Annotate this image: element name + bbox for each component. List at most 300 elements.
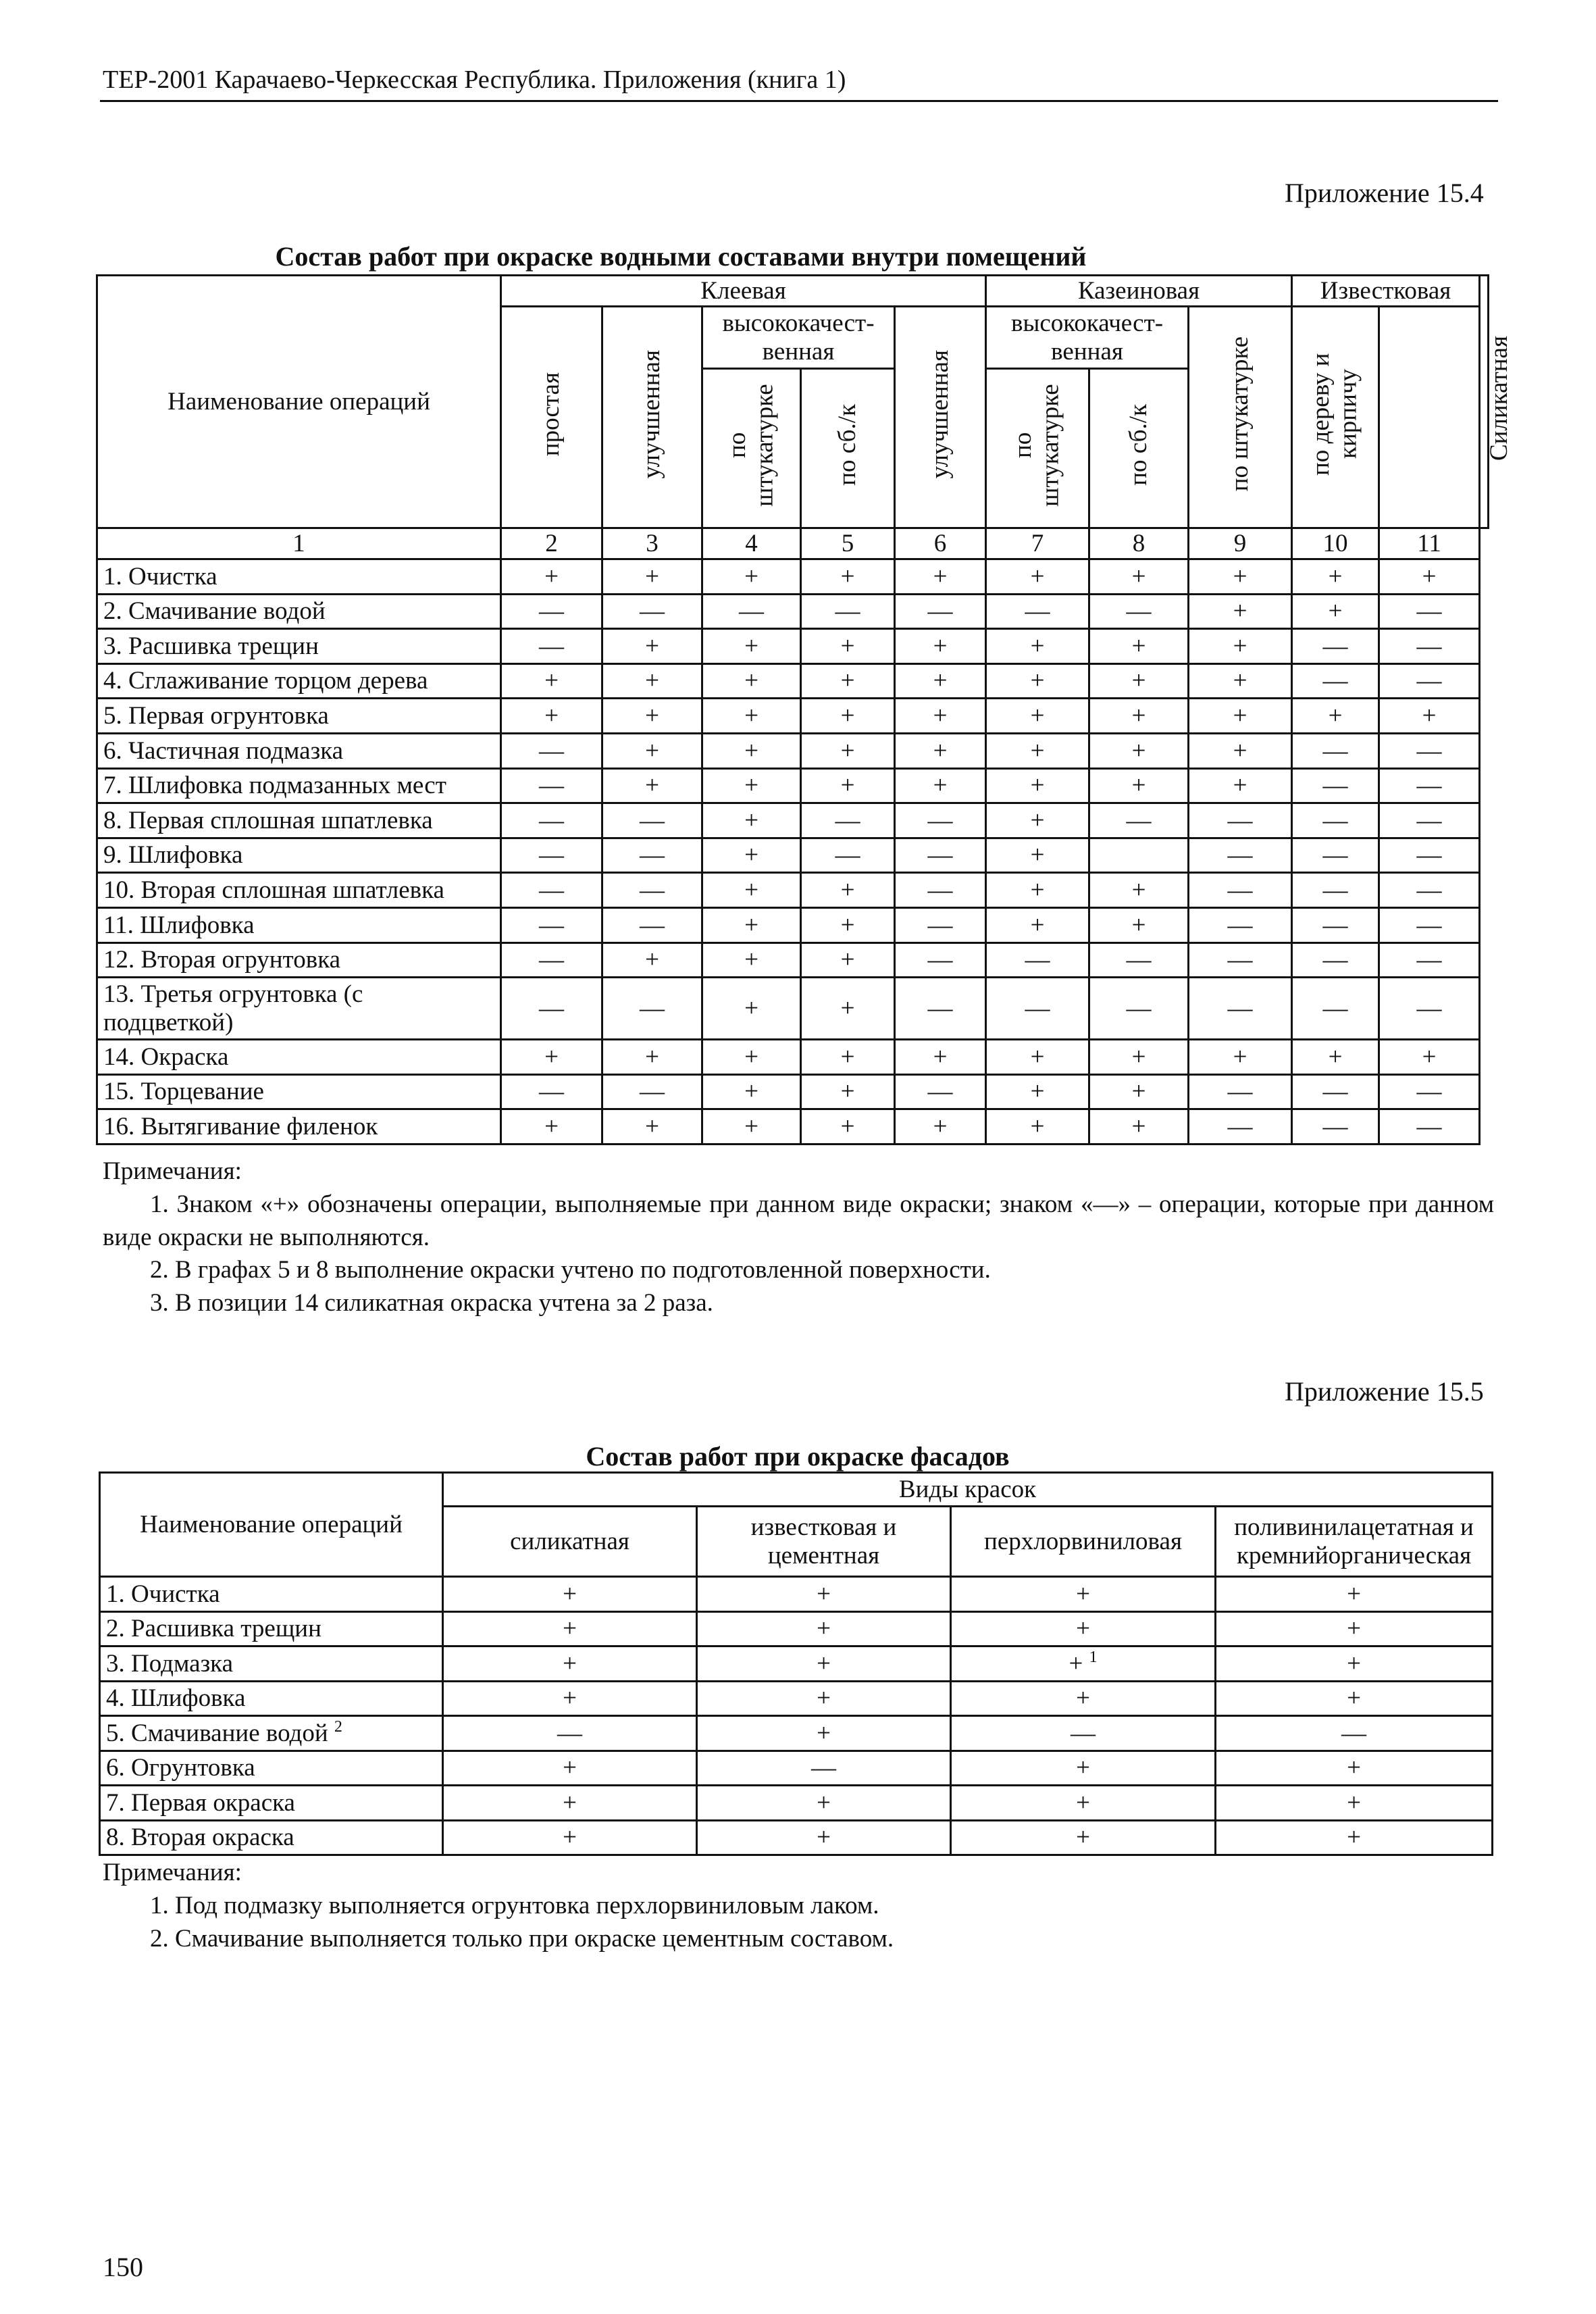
mark-cell: + xyxy=(702,1074,801,1109)
mark-cell: + xyxy=(1189,733,1292,768)
mark-cell: — xyxy=(986,978,1089,1040)
mark-cell: + xyxy=(702,1109,801,1145)
mark-value: + xyxy=(1076,1684,1090,1713)
mark-cell: — xyxy=(1379,838,1480,873)
mark-cell: + xyxy=(501,559,602,595)
mark-cell: — xyxy=(501,1074,602,1109)
mark-cell: — xyxy=(1379,803,1480,838)
page-number: 150 xyxy=(103,2252,143,2282)
note-1: 1. Под подмазку выполняется огрунтовка перхлорвиниловым лаком. xyxy=(150,1891,879,1919)
mark-cell: — xyxy=(1089,942,1189,978)
label-silikatnaya: Силикатная xyxy=(1485,336,1514,461)
mark-cell xyxy=(951,1681,1216,1716)
mark-value: — xyxy=(557,1719,582,1747)
mark-value: + xyxy=(563,1684,577,1713)
table-title: Состав работ при окраске фасадов xyxy=(586,1441,1010,1472)
mark-value: + xyxy=(817,1615,831,1643)
mark-value: + xyxy=(817,1649,831,1678)
mark-cell: + xyxy=(501,1040,602,1075)
mark-cell: — xyxy=(801,803,895,838)
operation-name: 8. Первая сплошная шпатлевка xyxy=(97,803,501,838)
mark-value: — xyxy=(1071,1719,1096,1747)
header-operation-name: Наименование операций xyxy=(97,276,501,528)
mark-cell: — xyxy=(1379,594,1480,629)
operation-name xyxy=(100,1820,443,1855)
mark-cell xyxy=(951,1577,1216,1612)
table-row xyxy=(97,978,1489,1040)
column-number: 7 xyxy=(986,528,1089,559)
mark-cell: + xyxy=(986,1074,1089,1109)
table-row xyxy=(100,1646,1493,1682)
mark-cell: + xyxy=(801,1040,895,1075)
mark-cell: — xyxy=(702,594,801,629)
mark-cell: + xyxy=(602,699,702,734)
operation-name-text: 7. Первая окраска xyxy=(106,1788,295,1817)
mark-cell: + xyxy=(895,1040,986,1075)
mark-cell: — xyxy=(1089,594,1189,629)
mark-cell: + xyxy=(602,663,702,699)
operation-name xyxy=(100,1646,443,1682)
mark-cell: + xyxy=(1292,699,1379,734)
mark-cell xyxy=(951,1751,1216,1786)
mark-value: + xyxy=(1347,1788,1361,1817)
table-row xyxy=(97,699,1489,734)
mark-cell: — xyxy=(1189,873,1292,908)
mark-cell: + xyxy=(1189,768,1292,803)
mark-cell: — xyxy=(501,942,602,978)
label-po-shtukaturke: по штукатурке xyxy=(723,383,779,507)
mark-cell: — xyxy=(986,594,1089,629)
mark-cell: — xyxy=(1189,838,1292,873)
column-number: 9 xyxy=(1189,528,1292,559)
table-row xyxy=(97,1074,1489,1109)
mark-cell: — xyxy=(1379,1109,1480,1145)
mark-cell: — xyxy=(602,873,702,908)
column-number: 2 xyxy=(501,528,602,559)
table-row xyxy=(100,1820,1493,1855)
mark-cell: + xyxy=(1292,1040,1379,1075)
operation-name xyxy=(100,1716,443,1751)
mark-value: + xyxy=(1347,1580,1361,1608)
mark-value: + xyxy=(1076,1823,1090,1852)
mark-cell: + xyxy=(702,873,801,908)
operations-table-interior xyxy=(96,274,1514,1145)
header-polivinilacetatnaya: поливинилацетатная и кремнийорганическая xyxy=(1216,1507,1493,1577)
mark-cell: + xyxy=(1089,559,1189,595)
notes-title: Примечания: xyxy=(103,1859,242,1886)
mark-cell: — xyxy=(1379,1074,1480,1109)
mark-cell: + xyxy=(986,663,1089,699)
mark-cell: + xyxy=(801,978,895,1040)
mark-value: + xyxy=(563,1788,577,1817)
mark-cell xyxy=(697,1577,951,1612)
table-row xyxy=(100,1681,1493,1716)
mark-cell: — xyxy=(501,594,602,629)
operation-name-text: 2. Расшивка трещин xyxy=(106,1615,321,1643)
mark-cell xyxy=(697,1716,951,1751)
mark-cell: — xyxy=(1189,978,1292,1040)
operation-name: 5. Первая огрунтовка xyxy=(97,699,501,734)
mark-cell: + xyxy=(702,733,801,768)
mark-cell: + xyxy=(702,838,801,873)
column-number: 4 xyxy=(702,528,801,559)
mark-cell: + xyxy=(1089,873,1189,908)
appendix-label: Приложение 15.5 xyxy=(1285,1376,1484,1407)
mark-value: + xyxy=(1069,1649,1083,1678)
mark-cell: + xyxy=(602,1109,702,1145)
mark-cell: + xyxy=(702,803,801,838)
label-po-derevu: по дереву и кирпичу xyxy=(1307,353,1363,476)
table-row xyxy=(97,873,1489,908)
mark-cell: + xyxy=(1379,699,1480,734)
label-po-shtukaturke: по штукатурке xyxy=(1225,336,1254,492)
mark-cell: — xyxy=(1189,803,1292,838)
operation-name xyxy=(100,1786,443,1821)
mark-value: + xyxy=(817,1823,831,1852)
mark-cell: + xyxy=(986,699,1089,734)
mark-cell: — xyxy=(1292,907,1379,942)
mark-cell: + xyxy=(895,699,986,734)
mark-value: + xyxy=(1076,1615,1090,1643)
operation-name: 10. Вторая сплошная шпатлевка xyxy=(97,873,501,908)
mark-cell: + xyxy=(602,768,702,803)
operation-name: 15. Торцевание xyxy=(97,1074,501,1109)
mark-cell: — xyxy=(1292,663,1379,699)
mark-cell: + xyxy=(1189,629,1292,664)
mark-cell: + xyxy=(602,733,702,768)
operation-name-text: 4. Шлифовка xyxy=(106,1684,246,1713)
table-title: Состав работ при окраске водными составами внутри помещений xyxy=(275,241,1087,272)
mark-cell: + xyxy=(801,942,895,978)
operation-name-text: 5. Смачивание водой xyxy=(106,1719,328,1747)
mark-cell: — xyxy=(1292,838,1379,873)
mark-cell xyxy=(443,1716,697,1751)
note-2: 2. Смачивание выполняется только при окраске цементным составом. xyxy=(150,1924,894,1953)
header-col-4 xyxy=(702,369,801,528)
header-col-8 xyxy=(1089,369,1189,528)
mark-cell: — xyxy=(1292,733,1379,768)
mark-cell: — xyxy=(1379,942,1480,978)
mark-cell: + xyxy=(801,733,895,768)
mark-cell: — xyxy=(1089,978,1189,1040)
column-number: 11 xyxy=(1379,528,1480,559)
mark-cell: — xyxy=(501,803,602,838)
mark-cell: + xyxy=(1089,699,1189,734)
mark-cell: + xyxy=(801,1074,895,1109)
mark-cell: + xyxy=(895,768,986,803)
mark-cell: + xyxy=(986,1109,1089,1145)
mark-cell xyxy=(697,1611,951,1646)
mark-value: + xyxy=(563,1615,577,1643)
mark-value: + xyxy=(563,1754,577,1782)
mark-cell: — xyxy=(1379,978,1480,1040)
mark-cell: + xyxy=(1089,768,1189,803)
mark-cell: — xyxy=(1292,768,1379,803)
mark-cell xyxy=(1216,1820,1493,1855)
operation-name: 16. Вытягивание филенок xyxy=(97,1109,501,1145)
table-row xyxy=(97,838,1489,873)
mark-cell: + xyxy=(1189,663,1292,699)
mark-value: + xyxy=(1076,1754,1090,1782)
mark-value: + xyxy=(1347,1615,1361,1643)
notes-appendix-15-5 xyxy=(103,1857,1494,1955)
mark-cell: — xyxy=(1189,1109,1292,1145)
mark-value: + xyxy=(563,1649,577,1678)
mark-cell: — xyxy=(895,594,986,629)
mark-cell: + xyxy=(801,699,895,734)
mark-cell xyxy=(951,1820,1216,1855)
mark-value: + xyxy=(1347,1754,1361,1782)
mark-cell: + xyxy=(1089,629,1189,664)
mark-cell: + xyxy=(1089,733,1189,768)
mark-cell: + xyxy=(602,1040,702,1075)
operation-name-text: 1. Очистка xyxy=(106,1580,220,1608)
table-row xyxy=(100,1751,1493,1786)
operation-name-text: 8. Вторая окраска xyxy=(106,1823,294,1852)
mark-value: + xyxy=(817,1684,831,1713)
mark-cell: + xyxy=(986,907,1089,942)
mark-cell: — xyxy=(895,1074,986,1109)
mark-cell: — xyxy=(895,873,986,908)
mark-cell xyxy=(1216,1751,1493,1786)
mark-cell xyxy=(1089,838,1189,873)
mark-cell xyxy=(443,1646,697,1682)
mark-cell: + xyxy=(702,978,801,1040)
mark-cell: + xyxy=(501,663,602,699)
mark-cell: — xyxy=(501,629,602,664)
mark-cell: + xyxy=(801,663,895,699)
operation-name xyxy=(100,1681,443,1716)
mark-cell xyxy=(1216,1611,1493,1646)
notes-appendix-15-4 xyxy=(103,1155,1494,1320)
mark-cell: — xyxy=(602,1074,702,1109)
mark-cell: — xyxy=(1379,733,1480,768)
header-col-10 xyxy=(1292,307,1379,528)
operation-name: 3. Расшивка трещин xyxy=(97,629,501,664)
operation-name xyxy=(100,1751,443,1786)
mark-cell xyxy=(951,1716,1216,1751)
mark-cell xyxy=(1216,1681,1493,1716)
mark-cell: — xyxy=(501,768,602,803)
mark-cell: — xyxy=(1292,942,1379,978)
mark-cell: — xyxy=(895,978,986,1040)
group-kazeinovaya: Казеиновая xyxy=(986,276,1292,307)
mark-cell: — xyxy=(1189,907,1292,942)
mark-cell: — xyxy=(1379,663,1480,699)
mark-cell: + xyxy=(1379,559,1480,595)
mark-cell: — xyxy=(501,733,602,768)
table-row xyxy=(100,1716,1493,1751)
operations-table-facade xyxy=(99,1472,1493,1856)
mark-cell: — xyxy=(895,838,986,873)
label-po-sbk: по сб./к xyxy=(833,404,861,486)
mark-value: — xyxy=(1341,1719,1367,1747)
table-row xyxy=(97,733,1489,768)
mark-cell: + xyxy=(702,1040,801,1075)
footnote-marker: 2 xyxy=(334,1717,342,1736)
header-operation-name: Наименование операций xyxy=(100,1473,443,1577)
mark-cell: + xyxy=(1292,594,1379,629)
column-number-row xyxy=(97,528,1489,559)
mark-cell: + xyxy=(702,629,801,664)
mark-cell: + xyxy=(702,699,801,734)
mark-cell: + xyxy=(1089,1109,1189,1145)
column-number: 1 xyxy=(97,528,501,559)
mark-cell: + xyxy=(1189,559,1292,595)
mark-value: + xyxy=(1076,1788,1090,1817)
mark-cell: — xyxy=(895,942,986,978)
operation-name-text: 3. Подмазка xyxy=(106,1649,234,1678)
mark-cell: — xyxy=(1189,1074,1292,1109)
mark-value: + xyxy=(817,1788,831,1817)
table-row xyxy=(97,1040,1489,1075)
table-row xyxy=(97,768,1489,803)
mark-cell xyxy=(1216,1577,1493,1612)
column-number: 5 xyxy=(801,528,895,559)
mark-cell: + xyxy=(801,907,895,942)
mark-cell xyxy=(443,1611,697,1646)
mark-cell xyxy=(443,1786,697,1821)
mark-cell: + xyxy=(1089,1074,1189,1109)
mark-cell: + xyxy=(986,873,1089,908)
label-po-shtukaturke: по штукатурке xyxy=(1009,383,1065,507)
mark-cell: + xyxy=(986,1040,1089,1075)
mark-cell: — xyxy=(501,873,602,908)
header-col-5 xyxy=(801,369,895,528)
mark-cell xyxy=(443,1820,697,1855)
table-row xyxy=(100,1611,1493,1646)
mark-cell: + xyxy=(986,733,1089,768)
mark-cell xyxy=(697,1646,951,1682)
mark-cell: + xyxy=(986,629,1089,664)
mark-cell: + xyxy=(702,907,801,942)
header-col-9 xyxy=(1189,307,1292,528)
header-col-11 xyxy=(1480,276,1514,528)
operation-name xyxy=(100,1611,443,1646)
mark-cell: + xyxy=(801,629,895,664)
subgroup-vysoko-kleevaya: высококачест-венная xyxy=(702,307,895,369)
mark-cell: — xyxy=(1379,629,1480,664)
note-2: 2. В графах 5 и 8 выполнение окраски учтено по подготовленной поверхности. xyxy=(150,1256,991,1284)
operation-name: 6. Частичная подмазка xyxy=(97,733,501,768)
mark-cell: — xyxy=(1189,942,1292,978)
table-row xyxy=(97,1109,1489,1145)
header-col-3 xyxy=(602,307,702,528)
mark-cell: + xyxy=(602,559,702,595)
mark-value: — xyxy=(811,1754,836,1782)
mark-value: + xyxy=(1347,1684,1361,1713)
mark-cell: — xyxy=(1379,907,1480,942)
note-1: 1. Знаком «+» обозначены операции, выполняемые при данном виде окраски; знаком «—» – операции, которые при данном виде окраски не выполняются. xyxy=(103,1190,1494,1251)
operation-name: 13. Третья огрунтовка (с подцветкой) xyxy=(97,978,501,1040)
mark-cell: — xyxy=(1379,768,1480,803)
mark-cell: — xyxy=(602,978,702,1040)
header-perhlorvinilovaya: перхлорвиниловая xyxy=(951,1507,1216,1577)
mark-cell: — xyxy=(1089,803,1189,838)
column-number: 10 xyxy=(1292,528,1379,559)
mark-cell: + xyxy=(895,663,986,699)
mark-cell xyxy=(697,1681,951,1716)
header-silikatnaya: силикатная xyxy=(443,1507,697,1577)
operation-name: 2. Смачивание водой xyxy=(97,594,501,629)
operation-name: 14. Окраска xyxy=(97,1040,501,1075)
operation-name-text: 6. Огрунтовка xyxy=(106,1754,255,1782)
header-col-6 xyxy=(895,307,986,528)
mark-cell xyxy=(697,1751,951,1786)
mark-cell xyxy=(1216,1646,1493,1682)
label-prostaya: простая xyxy=(537,372,565,456)
header-col-2 xyxy=(501,307,602,528)
label-uluchshennaya: улучшенная xyxy=(638,349,666,478)
mark-cell: + xyxy=(702,942,801,978)
mark-cell xyxy=(443,1751,697,1786)
mark-cell xyxy=(951,1611,1216,1646)
mark-cell xyxy=(951,1646,1216,1682)
mark-cell: + xyxy=(895,559,986,595)
mark-cell xyxy=(1216,1786,1493,1821)
mark-value: + xyxy=(817,1719,831,1747)
mark-cell xyxy=(443,1577,697,1612)
table-row xyxy=(97,907,1489,942)
mark-cell: + xyxy=(801,873,895,908)
operation-name: 12. Вторая огрунтовка xyxy=(97,942,501,978)
mark-cell: + xyxy=(501,1109,602,1145)
running-header: ТЕР-2001 Карачаево-Черкесская Республика. Приложения (книга 1) xyxy=(103,66,846,94)
group-kleevaya: Клеевая xyxy=(501,276,986,307)
mark-cell xyxy=(697,1786,951,1821)
mark-value: + xyxy=(1076,1580,1090,1608)
table-row xyxy=(100,1577,1493,1612)
table-row xyxy=(97,663,1489,699)
table-row xyxy=(97,803,1489,838)
mark-cell: + xyxy=(602,942,702,978)
column-number: 8 xyxy=(1089,528,1189,559)
appendix-label: Приложение 15.4 xyxy=(1285,178,1484,208)
mark-value: + xyxy=(1347,1649,1361,1678)
mark-cell: — xyxy=(602,838,702,873)
mark-cell: + xyxy=(1292,559,1379,595)
subgroup-vysoko-kazeinovaya: высококачест-венная xyxy=(986,307,1189,369)
label-po-sbk: по сб./к xyxy=(1124,404,1152,486)
header-col-7 xyxy=(986,369,1089,528)
mark-cell: + xyxy=(702,663,801,699)
mark-cell: + xyxy=(801,1109,895,1145)
mark-cell: — xyxy=(501,838,602,873)
mark-cell: — xyxy=(1292,873,1379,908)
mark-cell: — xyxy=(602,594,702,629)
mark-cell: + xyxy=(1189,1040,1292,1075)
mark-cell: + xyxy=(986,559,1089,595)
mark-cell: + xyxy=(602,629,702,664)
header-izvestkovaya-cementnaya: известковая и цементная xyxy=(697,1507,951,1577)
column-number: 6 xyxy=(895,528,986,559)
mark-cell: — xyxy=(801,838,895,873)
mark-cell: + xyxy=(1379,1040,1480,1075)
mark-value: + xyxy=(563,1823,577,1852)
mark-cell: — xyxy=(1292,978,1379,1040)
mark-cell: — xyxy=(1379,873,1480,908)
mark-cell: + xyxy=(1189,699,1292,734)
mark-cell: — xyxy=(501,978,602,1040)
table-row xyxy=(97,942,1489,978)
mark-cell: + xyxy=(1189,594,1292,629)
mark-cell: + xyxy=(702,768,801,803)
mark-cell: — xyxy=(602,907,702,942)
mark-cell: + xyxy=(702,559,801,595)
table-row xyxy=(97,629,1489,664)
table-row xyxy=(100,1786,1493,1821)
mark-cell: — xyxy=(1292,803,1379,838)
